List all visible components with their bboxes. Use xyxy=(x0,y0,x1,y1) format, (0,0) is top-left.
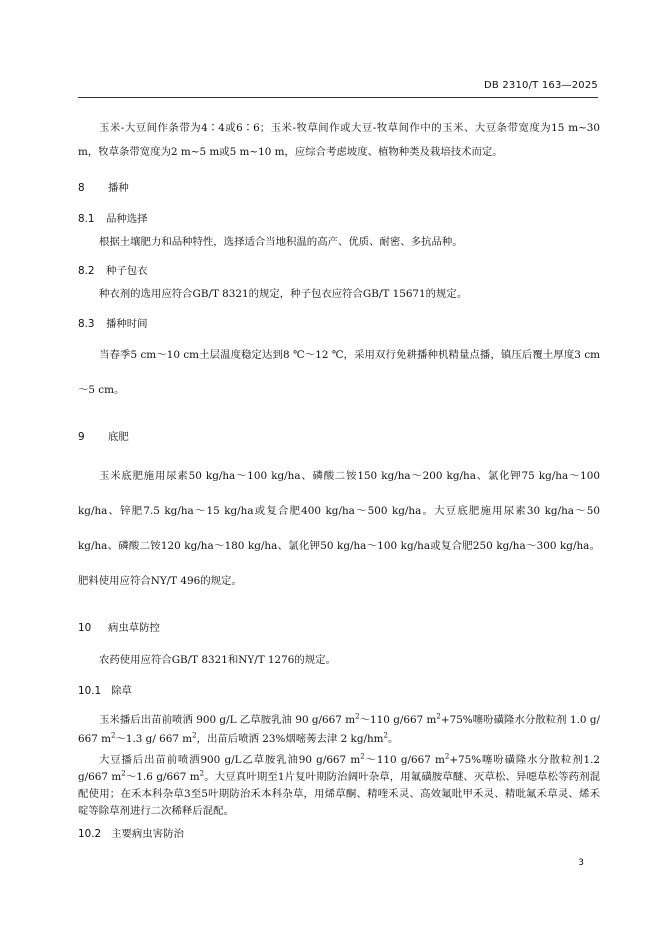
doc-code-header: DB 2310/T 163—2025 xyxy=(484,80,598,91)
section-8-1 xyxy=(78,211,600,251)
section-number: 9 xyxy=(78,431,85,443)
intro-paragraph: 玉米-大豆间作条带为4∶4或6∶6；玉米-牧草间作或大豆-牧草间作中的玉米、大豆条带宽度为15 m~30 m，牧草条带宽度为2 m~5 m或5 m~10 m，应综合考虑坡度、植物种类及栽培技术而定。 xyxy=(78,122,600,158)
section-body: 根据土壤肥力和品种特性，选择适合当地积温的高产、优质、耐密、多抗品种。 xyxy=(99,236,463,248)
section-title: 主要病虫害防治 xyxy=(111,828,184,840)
section-number: 10.2 xyxy=(78,828,102,840)
section-8-2 xyxy=(78,263,600,303)
section-number: 8.3 xyxy=(78,318,95,330)
section-title: 除草 xyxy=(111,685,132,697)
header-rule xyxy=(78,97,598,98)
intro-block xyxy=(78,116,600,164)
section-8-3 xyxy=(78,316,600,408)
section-10-2-heading xyxy=(78,826,600,842)
section-title: 种子包衣 xyxy=(106,265,148,277)
section-body: 种衣剂的选用应符合GB/T 8321的规定，种子包衣应符合GB/T 15671的规定。 xyxy=(99,288,468,300)
section-title: 播种时间 xyxy=(106,318,148,330)
section-title: 播种 xyxy=(108,182,129,194)
section-title: 病虫草防控 xyxy=(108,622,160,634)
section-number: 10.1 xyxy=(78,685,102,697)
section-title: 底肥 xyxy=(108,431,129,443)
section-number: 8 xyxy=(78,182,85,194)
section-body: 玉米底肥施用尿素50 kg/ha～100 kg/ha、磷酸二铵150 kg/ha～200 kg/ha、氯化钾75 kg/ha～100 kg/ha、锌肥7.5 kg/ha～15 kg/ha或复合肥400 kg/ha～500 kg/ha。大豆底肥施用尿素30 kg/ha～50 kg/ha、磷酸二铵120 kg/ha～180 kg/ha、氯化钾50 kg/ha～100 kg/ha或复合肥250 kg/ha～300 kg/ha。肥料使用应符合NY/T 496的规定。 xyxy=(78,470,600,587)
section-10-1 xyxy=(78,683,600,820)
section-number: 8.1 xyxy=(78,213,95,225)
herbicide-corn-paragraph: 玉米播后出苗前喷洒 900 g/L 乙草胺乳油 90 g/667 $m^2\sim 110$ g/667 $m^2+75\%$噻吩磺隆水分散粒剂 1.0 g/ 667 $m^2\sim 1.3$ g/ 667 $m^2$，出苗后喷洒 23%烟嘧莠去津 2 $kg/hm^2$。 xyxy=(78,712,600,745)
page-number: 3 xyxy=(578,858,584,868)
section-10 xyxy=(78,620,600,669)
section-title: 品种选择 xyxy=(106,213,148,225)
section-8-heading xyxy=(78,180,600,196)
herbicide-soybean-paragraph: 大豆播后出苗前喷洒900 g/L乙草胺乳油90 g/667 $m^2\sim 110$ g/667 $m^2+75\%$噻吩磺隆水分散粒剂1.2 g/667 $m^2\sim 1.6$ g/667 $m^2$。大豆真叶期至1片复叶期防治阔叶杂草，用氟磺胺草醚、灭草松、异噁草松等药剂混配使用；在禾本科杂草3至5叶期防治禾本科杂草，用烯草酮、精喹禾灵、高效氟吡甲禾灵、精吡氟禾草灵、烯禾啶等除草剂进行二次稀释后混配。 xyxy=(78,752,601,817)
section-9 xyxy=(78,429,600,599)
section-body: 当春季5 cm～10 cm土层温度稳定达到8 ℃～12 ℃，采用双行免耕播种机精量点播，镇压后覆土厚度3 cm～5 cm。 xyxy=(78,349,600,396)
section-number: 10 xyxy=(78,622,92,634)
section-number: 8.2 xyxy=(78,265,95,277)
section-body: 农药使用应符合GB/T 8321和NY/T 1276的规定。 xyxy=(99,654,336,666)
